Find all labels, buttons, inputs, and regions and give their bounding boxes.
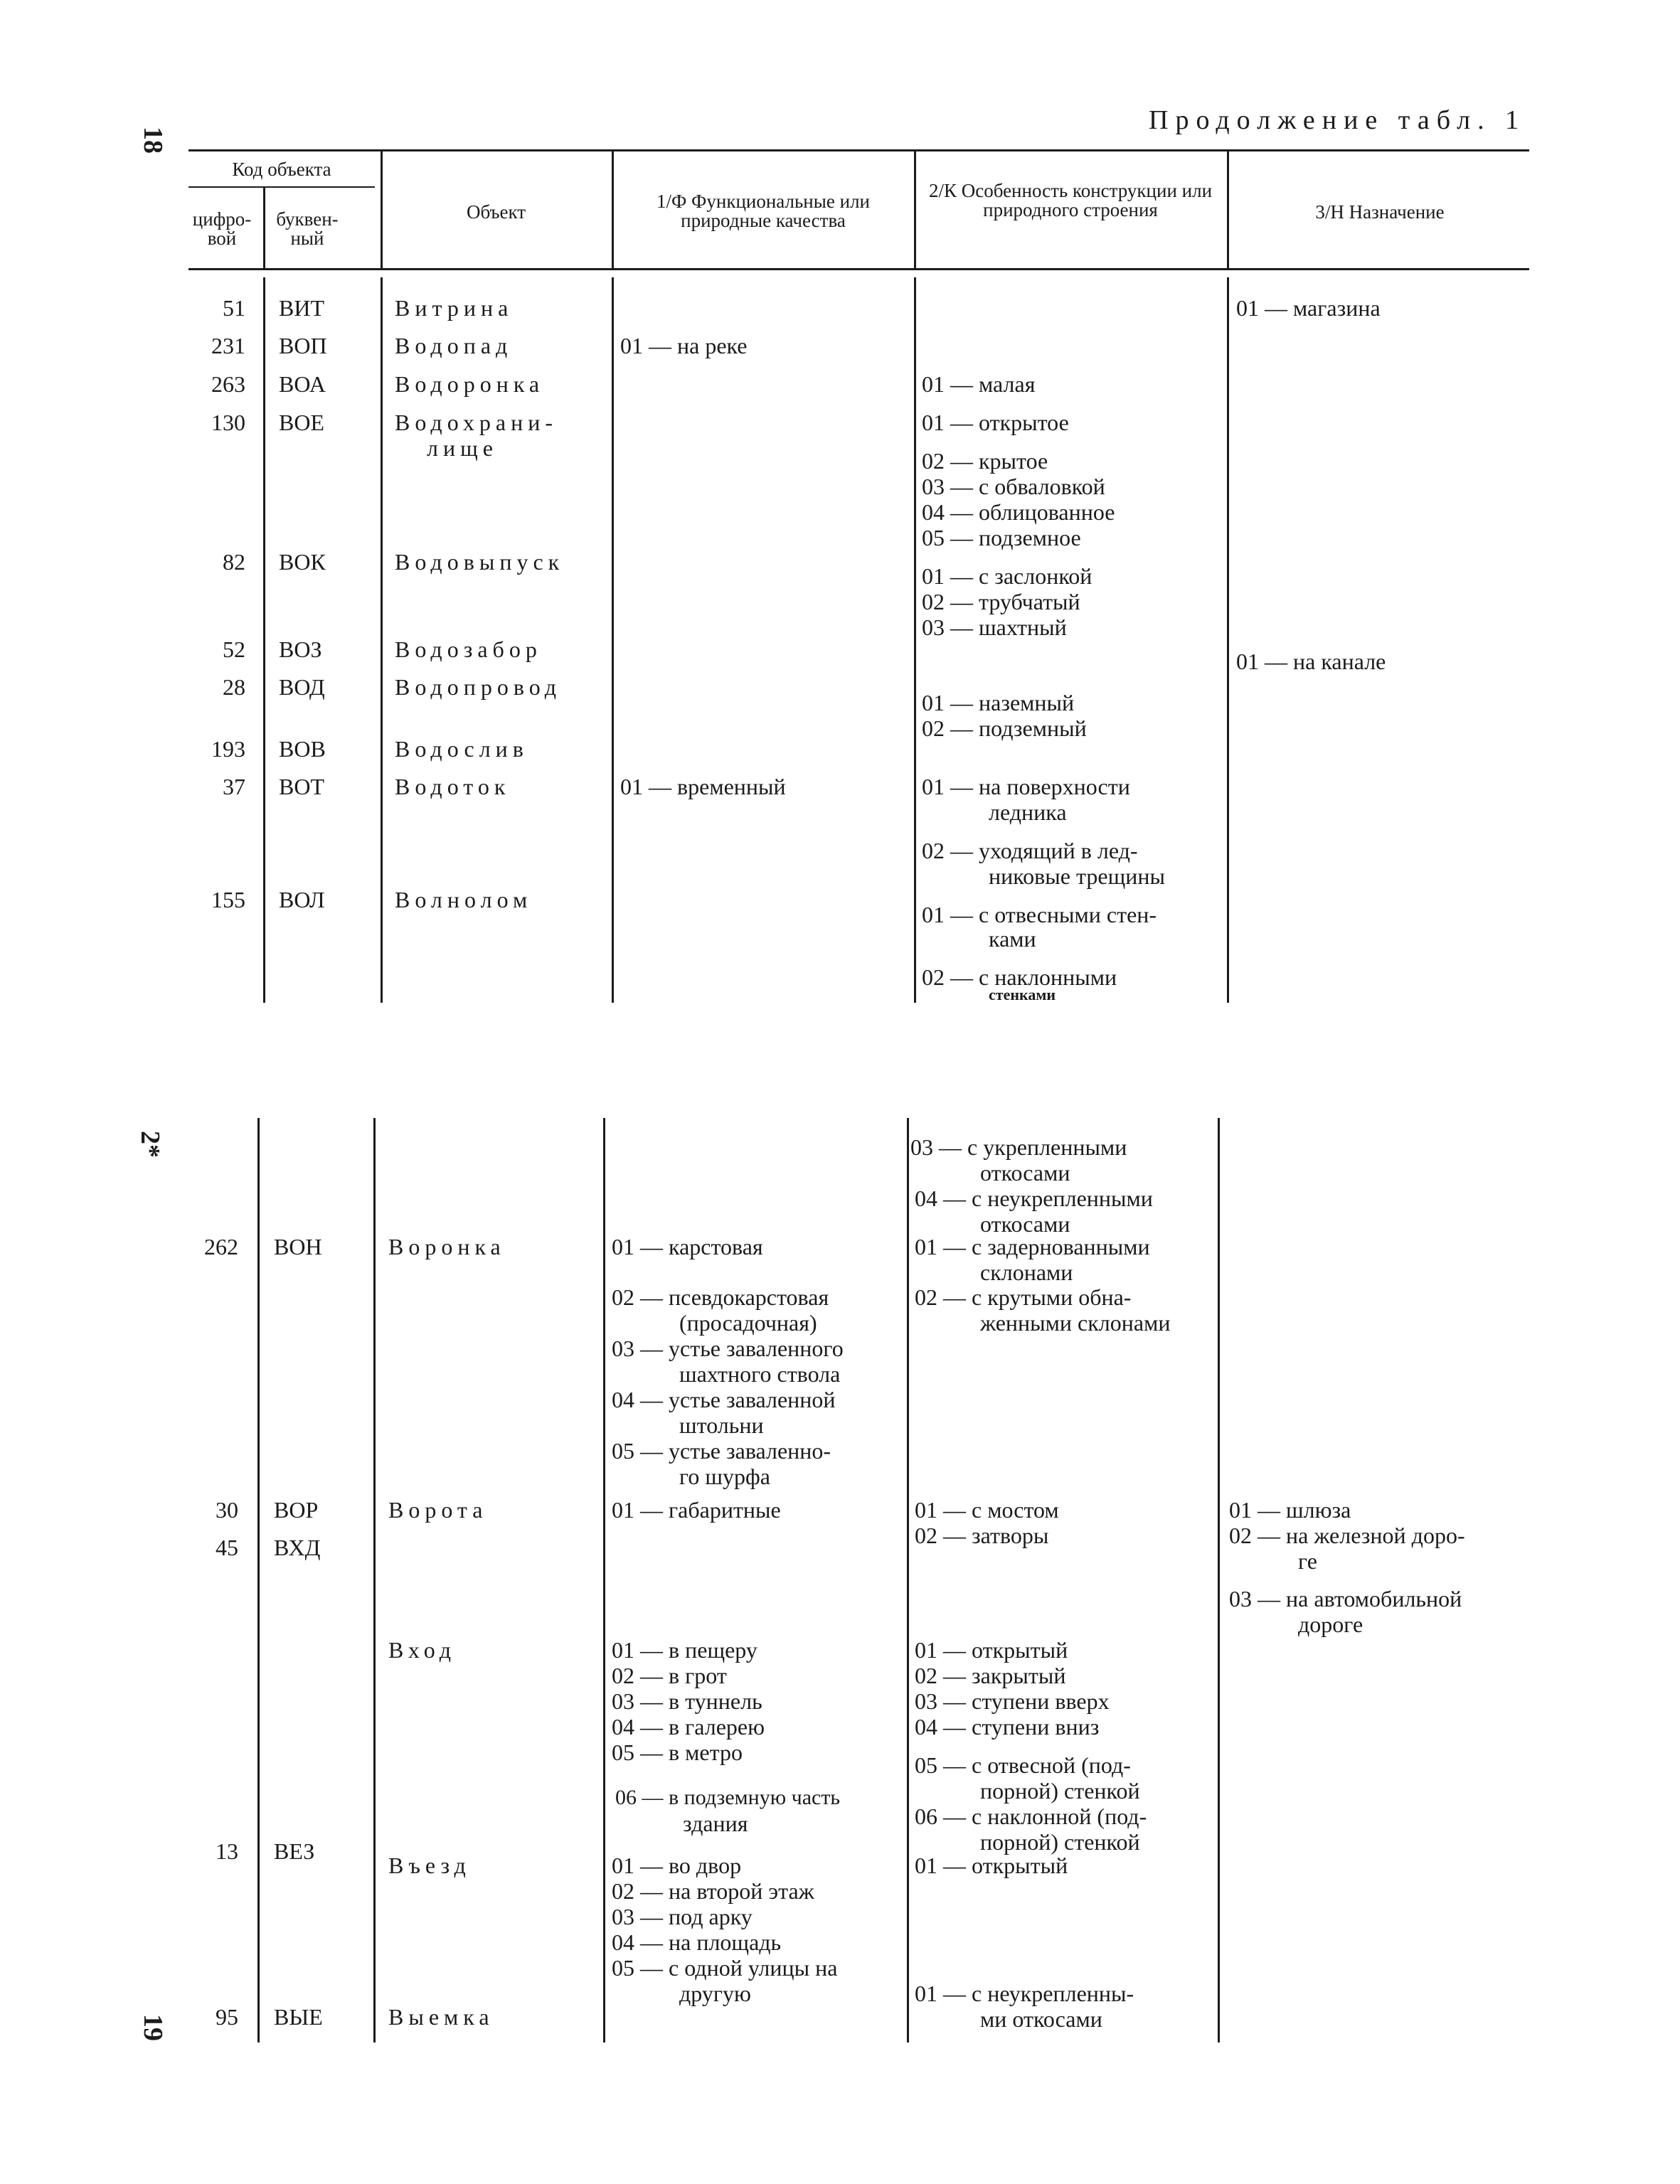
functional-entry: штольни <box>679 1412 764 1438</box>
object-name: Волнолом <box>395 887 533 912</box>
construction-entry: 01 — с отвесными стен- <box>922 902 1157 927</box>
code-digital: 155 <box>211 887 245 912</box>
object-name: Витрина <box>395 295 514 321</box>
construction-entry: 02 — подземный <box>922 715 1087 741</box>
construction-entry: стенками <box>989 986 1056 1003</box>
code-letters: ВИТ <box>279 295 324 321</box>
functional-entry: 04 — устье заваленной <box>612 1387 836 1412</box>
construction-entry: 02 — с наклонными <box>922 964 1117 990</box>
purpose-entry: дороге <box>1298 1612 1363 1637</box>
code-letters: ВЕЗ <box>274 1838 315 1864</box>
construction-entry: ми откосами <box>980 2006 1102 2032</box>
functional-entry: 02 — на второй этаж <box>612 1878 814 1904</box>
construction-entry: 03 — с укрепленными <box>910 1134 1127 1160</box>
purpose-entry: 02 — на железной доро- <box>1229 1523 1465 1548</box>
functional-entry: 01 — габаритные <box>612 1497 781 1523</box>
construction-entry: 03 — шахтный <box>922 614 1067 640</box>
purpose-entry: 03 — на автомобильной <box>1229 1586 1462 1612</box>
object-name: Водослив <box>395 736 528 762</box>
construction-entry: 01 — наземный <box>922 690 1075 715</box>
code-digital: 193 <box>211 736 245 762</box>
construction-entry: 01 — с задернованными <box>915 1234 1150 1259</box>
construction-entry: 02 — уходящий в лед- <box>922 838 1138 863</box>
header-code-group: Код объекта <box>232 159 331 180</box>
construction-entry: 01 — с мостом <box>915 1497 1059 1523</box>
construction-entry: 01 — на поверхности <box>922 774 1130 799</box>
purpose-entry: 01 — на канале <box>1236 649 1386 674</box>
functional-entry: 05 — устье заваленно- <box>612 1438 831 1464</box>
construction-entry: никовые трещины <box>989 863 1165 889</box>
construction-entry: женными склонами <box>980 1310 1171 1336</box>
code-digital: 28 <box>223 674 245 700</box>
code-letters: ВОЛ <box>279 887 325 912</box>
functional-entry: 01 — временный <box>620 774 786 799</box>
construction-entry: 01 — с заслонкой <box>922 563 1092 589</box>
object-name: Водохрани- <box>395 410 558 435</box>
header-functional: 1/Ф Функциональные или природные качества <box>656 191 871 231</box>
functional-entry: 02 — в грот <box>612 1663 727 1688</box>
construction-entry: ками <box>989 926 1036 952</box>
functional-entry: шахтного ствола <box>679 1361 841 1387</box>
object-name: Водопад <box>395 333 513 358</box>
construction-entry: 01 — малая <box>922 371 1036 397</box>
functional-entry: здания <box>683 1811 748 1836</box>
purpose-entry: 01 — шлюза <box>1229 1497 1351 1523</box>
construction-entry: 06 — с наклонной (под- <box>915 1804 1147 1829</box>
construction-entry: 04 — с неукрепленными <box>915 1186 1153 1211</box>
construction-entry: 03 — ступени вверх <box>915 1688 1110 1714</box>
construction-entry: 05 — подземное <box>922 525 1081 550</box>
functional-entry: другую <box>679 1981 751 2006</box>
functional-entry: го шурфа <box>679 1464 770 1489</box>
object-name: Вход <box>388 1637 457 1663</box>
construction-entry: откосами <box>980 1211 1070 1237</box>
code-digital: 82 <box>223 549 245 575</box>
code-letters: ВОВ <box>279 736 326 762</box>
construction-entry: 01 — открытый <box>915 1637 1068 1663</box>
functional-entry: 04 — на площадь <box>612 1929 782 1955</box>
code-digital: 13 <box>216 1838 238 1864</box>
construction-entry: 02 — закрытый <box>915 1663 1066 1688</box>
code-digital: 95 <box>216 2004 238 2030</box>
functional-entry: 04 — в галерею <box>612 1714 765 1740</box>
code-digital: 30 <box>216 1497 238 1523</box>
functional-entry: 01 — в пещеру <box>612 1637 757 1663</box>
construction-entry: 02 — затворы <box>915 1523 1049 1548</box>
construction-entry: 05 — с отвесной (под- <box>915 1752 1131 1778</box>
code-letters: ВХД <box>274 1535 321 1560</box>
header-construction: 2/К Особенность конструкции или природного строения <box>928 180 1213 220</box>
functional-entry: 01 — во двор <box>612 1853 742 1878</box>
construction-entry: порной) стенкой <box>980 1778 1140 1804</box>
functional-entry: 05 — в метро <box>612 1740 743 1765</box>
header-code-digital: цифро- вой <box>192 208 252 249</box>
code-letters: ВОН <box>274 1234 322 1259</box>
purpose-entry: 01 — магазина <box>1236 295 1381 321</box>
construction-entry: 01 — открытое <box>922 410 1069 435</box>
construction-entry: 04 — ступени вниз <box>915 1714 1100 1740</box>
object-name: Ворота <box>388 1497 488 1523</box>
functional-entry: 06 — в подземную часть <box>615 1786 841 1809</box>
functional-entry: 03 — в туннель <box>612 1688 762 1714</box>
page-number-bottom: 19 <box>138 2014 168 2041</box>
code-letters: ВОЕ <box>279 410 324 435</box>
construction-entry: порной) стенкой <box>980 1829 1140 1855</box>
construction-entry: склонами <box>980 1259 1073 1285</box>
code-digital: 262 <box>204 1234 238 1259</box>
continuation-title: Продолжение табл. 1 <box>1149 105 1526 135</box>
code-digital: 51 <box>223 295 245 321</box>
object-name-continuation: лище <box>427 435 498 461</box>
object-name: Водозабор <box>395 636 542 662</box>
construction-entry: 02 — крытое <box>922 448 1048 474</box>
object-name: Водовыпуск <box>395 549 565 575</box>
code-letters: ВОТ <box>279 774 324 799</box>
code-digital: 130 <box>211 410 245 435</box>
code-digital: 52 <box>223 636 245 662</box>
purpose-entry: ге <box>1298 1548 1317 1574</box>
code-letters: ВОА <box>279 371 326 397</box>
construction-entry: 01 — с неукрепленны- <box>915 1981 1134 2006</box>
construction-entry: 02 — с крутыми обна- <box>915 1284 1132 1310</box>
object-name: Въезд <box>388 1853 471 1878</box>
construction-entry: 03 — с обваловкой <box>922 474 1105 499</box>
code-digital: 231 <box>211 333 245 358</box>
construction-entry: ледника <box>989 799 1067 825</box>
object-name: Воронка <box>388 1234 506 1259</box>
code-digital: 263 <box>211 371 245 397</box>
functional-entry: 02 — псевдокарстовая <box>612 1284 829 1310</box>
code-letters: ВОП <box>279 333 327 358</box>
object-name: Водоток <box>395 774 511 799</box>
page-number-top: 18 <box>138 127 168 154</box>
header-object: Объект <box>466 201 526 223</box>
functional-entry: 03 — устье заваленного <box>612 1336 844 1361</box>
code-letters: ВОД <box>279 674 325 700</box>
header-code-letter: буквен- ный <box>276 208 339 249</box>
construction-entry: 01 — открытый <box>915 1853 1068 1878</box>
code-digital: 37 <box>223 774 245 799</box>
construction-entry: 04 — облицованное <box>922 499 1115 525</box>
construction-entry: откосами <box>980 1160 1070 1186</box>
signature-mark: 2* <box>135 1131 165 1158</box>
code-letters: ВОР <box>274 1497 319 1523</box>
code-digital: 45 <box>216 1535 238 1560</box>
functional-entry: 05 — с одной улицы на <box>612 1955 838 1981</box>
header-purpose: 3/Н Назначение <box>1315 201 1445 223</box>
code-letters: ВОЗ <box>279 636 322 662</box>
construction-entry: 02 — трубчатый <box>922 589 1080 614</box>
functional-entry: 01 — карстовая <box>612 1234 763 1259</box>
functional-entry: (просадочная) <box>679 1310 817 1336</box>
functional-entry: 01 — на реке <box>620 333 748 358</box>
object-name: Водопровод <box>395 674 562 700</box>
object-name: Водоронка <box>395 371 545 397</box>
code-letters: ВЫЕ <box>274 2004 323 2030</box>
functional-entry: 03 — под арку <box>612 1904 753 1929</box>
object-name: Выемка <box>388 2004 494 2030</box>
code-letters: ВОК <box>279 549 326 575</box>
